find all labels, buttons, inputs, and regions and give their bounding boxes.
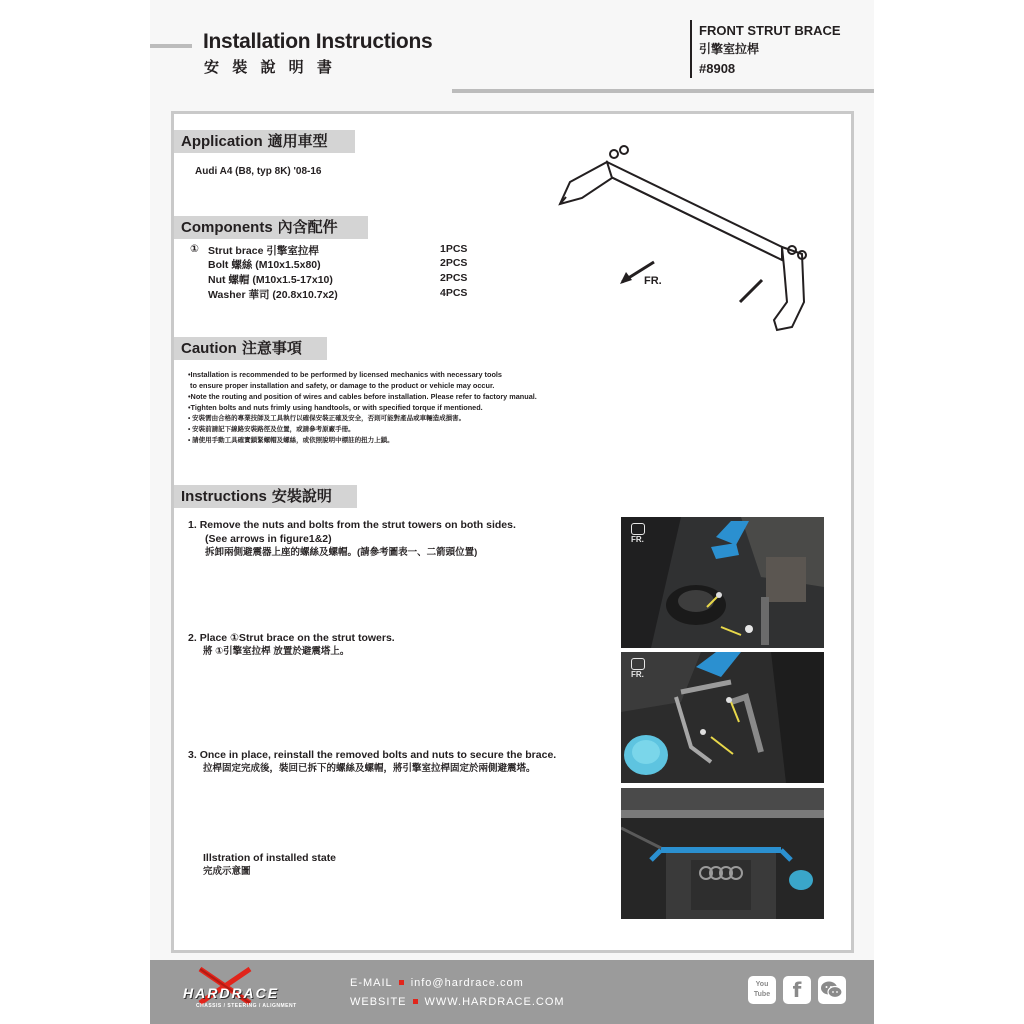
front-direction-label: FR.: [644, 275, 662, 287]
component-name: Strut brace 引擎室拉桿: [208, 245, 319, 257]
components-heading-zh: 內含配件: [277, 218, 338, 236]
instructions-heading-zh: 安裝說明: [271, 487, 332, 505]
step-number: 3.: [188, 749, 197, 761]
illustration-caption-en: Illstration of installed state: [203, 852, 337, 864]
step-number: 1.: [188, 519, 197, 531]
brand-wordmark: HARDRACE: [183, 985, 280, 1001]
caution-line: to ensure proper installation and safety, or damage to the product or vehicle may occur.: [188, 381, 495, 390]
component-qty: 1PCS: [440, 243, 468, 255]
step-text-zh: 拉桿固定完成後，裝回已拆下的螺絲及螺帽，將引擎室拉桿固定於兩側避震塔。: [203, 763, 536, 774]
components-heading: [174, 216, 368, 239]
part-number: #8908: [699, 61, 736, 76]
caution-list: [188, 369, 537, 446]
fr-label: FR.: [631, 535, 644, 544]
component-qty: 4PCS: [440, 287, 468, 299]
brand-tagline: CHASSIS / STEERING / ALIGNMENT: [196, 1003, 297, 1009]
caution-line: •Tighten bolts and nuts frimly using handtools, or with specified torque if mentioned.: [188, 403, 483, 412]
footer-website: [350, 996, 565, 1008]
illustration-caption: [203, 851, 336, 879]
vehicle-fitment: Audi A4 (B8, typ 8K) '08-16: [195, 166, 322, 177]
instructions-heading: [174, 485, 357, 508]
fr-icon: [631, 658, 645, 679]
page-subtitle: 安 裝 說 明 書: [204, 58, 336, 76]
website-link[interactable]: WWW.HARDRACE.COM: [424, 996, 565, 1008]
youtube-icon[interactable]: [748, 976, 776, 1004]
component-qty: 2PCS: [440, 257, 468, 269]
header-right-rule: [452, 89, 874, 93]
application-heading-zh: 適用車型: [267, 132, 328, 150]
caution-line: • 請使用手動工具確實鎖緊螺帽及螺絲，或依照說明中標註的扭力上鎖。: [188, 437, 394, 444]
component-name: Bolt 螺絲 (M10x1.5x80): [208, 259, 321, 271]
components-heading-en: Components: [181, 219, 273, 236]
step-text-en: Once in place, reinstall the removed bolts and nuts to secure the brace.: [199, 749, 557, 761]
email-label: E-MAIL: [350, 977, 393, 989]
fr-label: FR.: [631, 670, 644, 679]
product-info: [699, 21, 841, 78]
step-2: [188, 631, 395, 659]
step-text-en-note: (See arrows in figure1&2): [205, 533, 332, 545]
header-divider: [690, 20, 692, 78]
installed-state-photo: [621, 788, 824, 919]
application-heading: [174, 130, 355, 153]
component-name: Nut 螺帽 (M10x1.5-17x10): [208, 274, 333, 286]
figure-2-photo: [621, 652, 824, 783]
component-marker: ①: [190, 243, 199, 255]
illustration-caption-zh: 完成示意圖: [203, 866, 251, 877]
product-name-zh: 引擎室拉桿: [699, 42, 760, 56]
step-text-en: Place ①Strut brace on the strut towers.: [199, 632, 395, 644]
instructions-heading-en: Instructions: [181, 488, 267, 505]
website-label: WEBSITE: [350, 996, 407, 1008]
product-name: FRONT STRUT BRACE: [699, 23, 841, 38]
component-qty: 2PCS: [440, 272, 468, 284]
facebook-label: f: [792, 978, 802, 1002]
wechat-icon[interactable]: [818, 976, 846, 1004]
header-left-rule: [150, 44, 192, 48]
youtube-label: You Tube: [753, 981, 771, 998]
component-name: Washer 華司 (20.8x10.7x2): [208, 289, 338, 301]
step-1: [188, 518, 516, 560]
step-text-zh: 將 ①引擎室拉桿 放置於避震塔上。: [203, 646, 350, 657]
caution-line: • 安裝前請記下線路安裝路徑及位置，或請參考原廠手冊。: [188, 426, 355, 433]
step-3: [188, 748, 556, 776]
page-title: Installation Instructions: [203, 30, 433, 53]
caution-heading: [174, 337, 327, 360]
fr-icon: [631, 523, 645, 544]
caution-line: • 安裝需由合格的專業技師及工具執行以確保安裝正確及安全，否則可能對產品或車輛造成損害。: [188, 415, 466, 422]
footer-email: [350, 977, 524, 989]
step-text-zh: 拆卸兩側避震器上座的螺絲及螺帽。(請參考圖表一、二箭頭位置): [205, 547, 478, 558]
application-heading-en: Application: [181, 133, 263, 150]
caution-line: •Installation is recommended to be performed by licensed mechanics with necessary tools: [188, 370, 502, 379]
facebook-icon[interactable]: [783, 976, 811, 1004]
bullet-icon: [413, 999, 418, 1004]
email-link[interactable]: info@hardrace.com: [410, 977, 524, 989]
caution-line: •Note the routing and position of wires and cables before installation. Please refer to factory manual.: [188, 392, 537, 401]
figure-1-photo: [621, 517, 824, 648]
strut-brace-diagram: [552, 142, 822, 342]
step-text-en: Remove the nuts and bolts from the strut towers on both sides.: [199, 519, 516, 531]
caution-heading-zh: 注意事項: [241, 339, 302, 357]
caution-heading-en: Caution: [181, 340, 237, 357]
bullet-icon: [399, 980, 404, 985]
step-number: 2.: [188, 632, 197, 644]
